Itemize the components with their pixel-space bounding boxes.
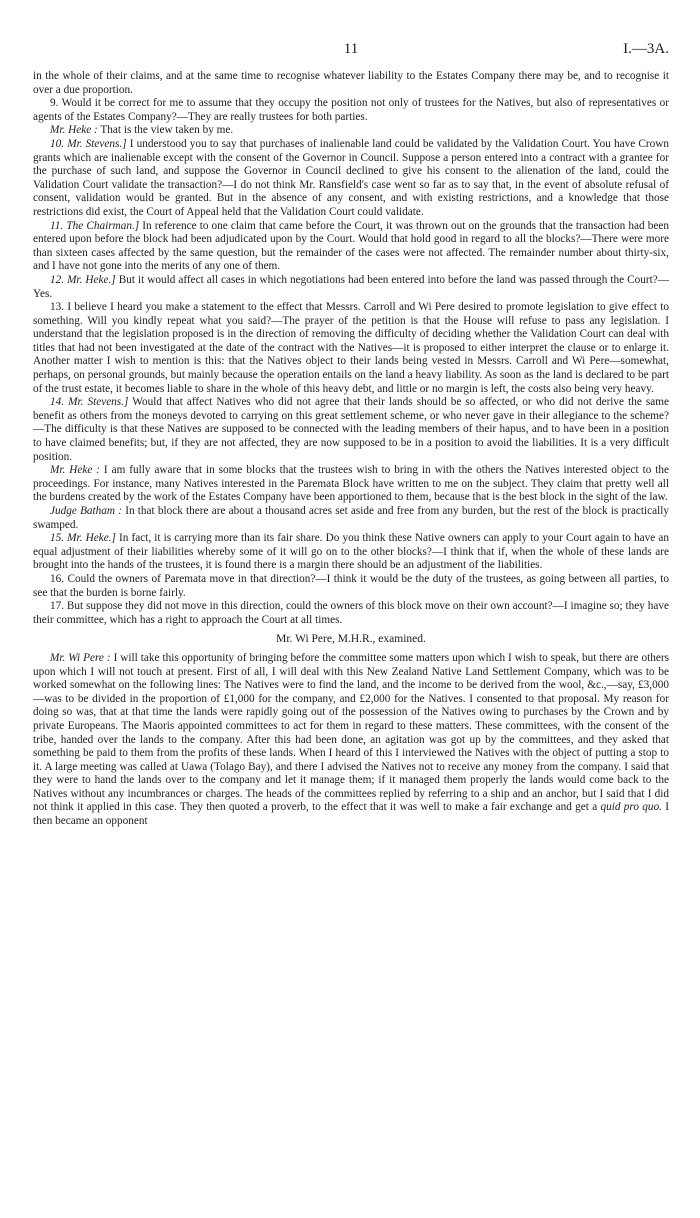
page-body (33, 70, 669, 829)
speaker-label: 11. The Chairman.] (50, 219, 140, 232)
paragraph (33, 97, 669, 124)
paragraph (33, 301, 669, 396)
witness-heading: Mr. Wi Pere, M.H.R., examined. (276, 633, 426, 646)
document-reference: I.—3A. (623, 41, 669, 57)
paragraph (33, 573, 669, 600)
paragraph (33, 138, 669, 220)
paragraph-text: Would that affect Natives who did not agree that their lands should be so affected, or who did not derive the same benefit as others from the moneys devoted to carrying on this great settlement scheme, or who never gave in their allegiance to the scheme?—The difficulty is that these Natives are supposed to be connected with the leading members of their hapus, and to have been in a position to have claimed benefits; but, if they are not affected, they are now supposed to be in a position to avoid the liabilities. It is a very difficult position. (33, 396, 669, 463)
paragraph-text: I will take this opportunity of bringing before the committee some matters upon which I wish to speak, but there are others upon which I will not touch at present. First of all, I will deal with this New Zealand Native Land Settlement Company, which was to be worked somewhat on the following lines: The Natives were to find the land, and the income to be derived from the wool, &c.,—say, £3,000—was to be divided in the proportion of £1,000 for the company, and £2,000 for the Natives. I consented to that proposal. My reason for doing so was, that at that time the lands were rapidly going out of the possession of the Natives owing to purchases by the Crown and by private Europeans. The Maoris appointed committees to act for them in regard to these matters. These committees, with the consent of the tribe, handed over the lands to the company. After this had been done, an agitation was got up by the committees, and they asked that something be paid to them from the profits of these lands. When I heard of this I interviewed the Natives with the object of putting a stop to it. A large meeting was called at Uawa (Tolago Bay), and there I advised the Natives not to receive any money from the company. I said that they were to hand the lands over to the company and let it manage them; if it managed them properly the lands would come back to the Natives without any incumbrances or charges. The heads of the committees replied by referring to a ship and an anchor, but I said that I did not think it applied in this case. They then quoted a proverb, to the effect that it was well to make a fair exchange and get a (33, 651, 669, 814)
paragraph-text: In fact, it is carrying more than its fair share. Do you think these Native owners can apply to your Court again to have an equal adjustment of their liabilities whereby some of it will go on to the other blocks?—I think that if, when the whole of these lands are brought into the hands of the trustees, it is found there is a margin there should be an adjustment of the liabilities. (33, 532, 669, 572)
closing-paragraph (33, 652, 669, 829)
paragraph-text: I am fully aware that in some blocks that the trustees wish to bring in with the others the Natives interested object to the proceedings. For instance, many Natives interested in the Paremata Block have written to me on the subject. They claim that pretty well all the burdens created by the work of the Estates Company have been apportioned to them, because that is the best block in the sight of the law. (33, 464, 669, 504)
paragraph (33, 124, 669, 138)
paragraph (33, 274, 669, 301)
paragraph-text: 17. But suppose they did not move in this direction, could the owners of this block move on their own account?—I imagine so; they have their committee, which has a right to approach the Court at all times. (33, 600, 669, 626)
speaker-label: Mr. Heke : (50, 124, 98, 137)
paragraph-text: in the whole of their claims, and at the same time to recognise whatever liability to the Estates Company there may be, and to recognise it over a due proportion. (33, 70, 669, 96)
paragraph-text: I understood you to say that purchases of inalienable land could be validated by the Validation Court. You have Crown grants which are inalienable except with the consent of the Governor in Council. Suppose a person entered into a contract with a grantee for the purchase of such land, and suppose the Governor in Council declined to give his consent to the alienation of the land, could the Validation Court validate the transaction?—I do not think Mr. Ransfield's case went so far as to say that, in the event of absolute refusal of consent, validation would be granted. But in the absence of any consent, and with existing restrictions, and a knowledge that those restrictions did exist, the Court of Appeal held that the Validation Court could validate. (33, 137, 669, 218)
paragraph-text: 13. I believe I heard you make a statement to the effect that Messrs. Carroll and Wi Pere desired to promote legislation to give effect to something. Will you kindly repeat what you said?—The prayer of the petition is that the House will refuse to pass any legislation. I understand that the legislation proposed is in the direction of removing the difficulty of deciding whether the Validation Court can deal with titles that had not been investigated at the date of the contract with the Natives—it is proposed to either interpret the clause or to enlarge it. Another matter I wish to mention is this: that the Natives object to their lands being vested in Messrs. Carroll and Wi Pere—somewhat, perhaps, on personal grounds, but mainly because the operation entails on the land a heavy liability. As soon as the land is declared to be part of the trust estate, it becomes liable to share in the whole of this heavy debt, and little or no margin is left, the costs also being very heavy. (33, 301, 669, 395)
speaker-label: Mr. Heke : (50, 464, 101, 477)
speaker-label: 12. Mr. Heke.] (50, 273, 116, 286)
paragraph-text-end: I then became an opponent (33, 801, 670, 828)
paragraph-text: But it would affect all cases in which negotiations had been entered into before the land was passed through the Court?—Yes. (33, 273, 669, 300)
speaker-label: 14. Mr. Stevens.] (50, 396, 129, 409)
paragraph (33, 220, 669, 274)
paragraph-text: 9. Would it be correct for me to assume that they occupy the position not only of trustees for the Natives, but also of representatives or agents of the Estates Company?—They are really trustees for both parties. (33, 97, 669, 123)
paragraph-text: 16. Could the owners of Paremata move in that direction?—I think it would be the duty of the trustees, as going between all parties, to see that the burden is borne fairly. (33, 572, 669, 599)
latin-phrase: quid pro quo. (600, 801, 662, 814)
paragraph-list (33, 70, 669, 627)
speaker-label: Judge Batham : (50, 505, 123, 517)
speaker-label: 10. Mr. Stevens.] (50, 137, 127, 150)
paragraph (33, 464, 669, 505)
paragraph (33, 505, 669, 532)
paragraph (33, 600, 669, 627)
speaker-label: 15. Mr. Heke.] (50, 532, 116, 545)
paragraph (33, 396, 669, 464)
paragraph-text: That is the view taken by me. (97, 124, 234, 137)
paragraph-text: In that block there are about a thousand acres set aside and free from any burden, but the rest of the block is practically swamped. (33, 505, 669, 531)
paragraph-text: In reference to one claim that came before the Court, it was thrown out on the grounds that the transaction had been entered upon before the block had been adjudicated upon by the Court. Would that hold good in regard to all the blocks?—There were more than sixteen cases affected by the same question, but the remainder of the cases were not affected. The remainder number about thirty-six, and I have not gone into the merits of any one of them. (33, 219, 669, 273)
page-header (33, 41, 669, 61)
paragraph (33, 532, 669, 573)
paragraph (33, 70, 669, 97)
speaker-label: Mr. Wi Pere : (50, 651, 111, 664)
page-number: 11 (343, 41, 359, 57)
